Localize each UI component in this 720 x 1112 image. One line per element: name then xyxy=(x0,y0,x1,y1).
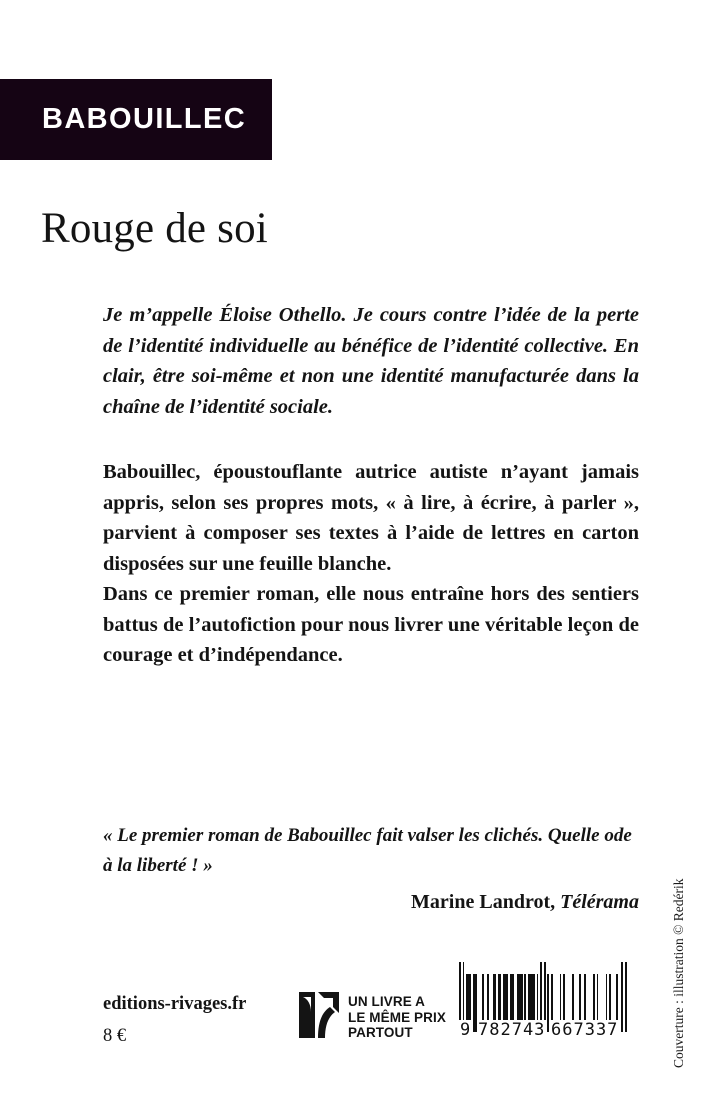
press-critic-name: Marine Landrot, xyxy=(411,891,556,913)
parity-line-2: LE MÊME PRIX xyxy=(348,1009,446,1025)
press-outlet-name: Télérama xyxy=(560,891,639,913)
blurb-excerpt: Je m’appelle Éloise Othello. Je cours contre l’idée de la perte de l’identité individuelle au bénéfice de l’identité collective. En clair, être soi-même et non une identité manufacturée dans la chaîne de l’identité sociale. xyxy=(103,304,639,418)
paragraph-spacer xyxy=(103,422,639,457)
open-book-icon xyxy=(298,990,340,1040)
barcode-lead-digit: 9 xyxy=(460,1020,472,1040)
press-quote-block xyxy=(103,821,639,914)
barcode-digits xyxy=(459,1022,627,1040)
parity-line-1: UN LIVRE A xyxy=(348,994,426,1009)
publisher-website[interactable]: editions-rivages.fr xyxy=(103,994,247,1014)
isbn-barcode xyxy=(459,962,627,1040)
price-label: 8 € xyxy=(103,1026,127,1046)
press-attribution xyxy=(103,891,639,914)
barcode-right-group: 667337 xyxy=(551,1020,619,1040)
author-name: BABOUILLEC xyxy=(42,103,247,135)
book-title: Rouge de soi xyxy=(41,204,268,252)
blurb-presentation-first: Babouillec, époustouflante autrice autiste n’ayant jamais appris, selon ses propres mots, « à lire, à écrire, à parler », parvient à composer ses textes à l’aide de lettres en carton disposées sur une feuille blanche. xyxy=(103,461,639,575)
author-band xyxy=(0,79,272,160)
blurb-column xyxy=(103,300,639,671)
press-quote-text: « Le premier roman de Babouillec fait valser les clichés. Quelle ode à la liberté ! » xyxy=(103,825,632,876)
parity-line-3: PARTOUT xyxy=(348,1025,413,1040)
price-parity-text xyxy=(348,990,446,1041)
price-parity-logo xyxy=(298,990,446,1041)
barcode-left-group: 782743 xyxy=(478,1020,546,1040)
cover-credit: Couverture : illustration © Redérik xyxy=(671,878,686,1068)
blurb-presentation-second: Dans ce premier roman, elle nous entraîne hors des sentiers battus de l’autofiction pour nous livrer une véritable leçon de courage et d’indépendance. xyxy=(103,583,639,666)
